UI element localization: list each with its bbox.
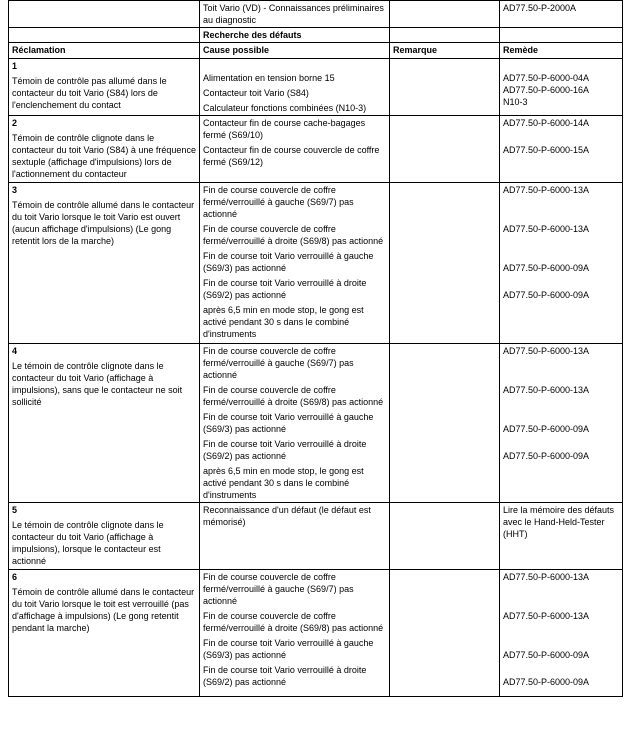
intro-remark-cell <box>390 1 500 28</box>
section-title-row <box>9 28 623 43</box>
complaint-text: Témoin de contrôle pas allumé dans le contacteur du toit Vario (S84) lors de l'enclenchement du contact <box>12 76 167 110</box>
remark-cell <box>390 59 500 116</box>
remedy-item: AD77.50-P-6000-13A <box>503 611 590 621</box>
remedy-cell <box>500 503 623 570</box>
cause-item: Fin de course toit Vario verrouillé à droite (S69/2) pas actionné <box>203 665 367 687</box>
header-remedy: Remède <box>500 43 623 59</box>
remedy-cell <box>500 570 623 697</box>
cause-item: Fin de course toit Vario verrouillé à gauche (S69/3) pas actionné <box>203 638 374 660</box>
cause-cell <box>200 183 390 344</box>
complaint-text: Témoin de contrôle clignote dans le contacteur du toit Vario (S84) à une fréquence sextuple (affichage d'impulsions) lors de l'actionnement du contacteur <box>12 133 196 179</box>
remedy-item: AD77.50-P-6000-13A <box>503 385 590 395</box>
table-row <box>9 503 623 570</box>
intro-remedy: AD77.50-P-2000A <box>500 1 623 28</box>
remark-cell <box>390 116 500 183</box>
cause-item: Calculateur fonctions combinées (N10-3) <box>203 103 367 113</box>
cause-item: Fin de course toit Vario verrouillé à droite (S69/2) pas actionné <box>203 278 367 300</box>
header-remark: Remarque <box>390 43 500 59</box>
remedy-item: AD77.50-P-6000-09A <box>503 451 590 461</box>
section-remark-cell <box>390 28 500 43</box>
cause-item: Contacteur fin de course cache-bagages fermé (S69/10) <box>203 118 366 140</box>
complaint-cell <box>9 503 200 570</box>
table-row <box>9 183 623 344</box>
cause-item: Fin de course toit Vario verrouillé à droite (S69/2) pas actionné <box>203 439 367 461</box>
complaint-cell <box>9 59 200 116</box>
remedy-item: AD77.50-P-6000-04A <box>503 73 590 83</box>
section-empty-cell <box>9 28 200 43</box>
complaint-cell <box>9 570 200 697</box>
remark-cell <box>390 570 500 697</box>
complaint-text: Témoin de contrôle allumé dans le contacteur du toit Vario lorsque le toit est verrouillé (pas d'affichage à impulsions) (Le gong retentit pendant la marche) <box>12 587 195 633</box>
remedy-cell <box>500 59 623 116</box>
cause-item: après 6,5 min en mode stop, le gong est activé pendant 30 s dans le combiné d'instruments <box>203 466 364 500</box>
row-number: 1 <box>12 61 18 71</box>
cause-item: Fin de course couvercle de coffre fermé/verrouillé à droite (S69/8) pas actionné <box>203 385 384 407</box>
remedy-item: AD77.50-P-6000-13A <box>503 572 590 582</box>
cause-item: Fin de course toit Vario verrouillé à gauche (S69/3) pas actionné <box>203 412 374 434</box>
header-cause: Cause possible <box>200 43 390 59</box>
complaint-text: Témoin de contrôle allumé dans le contacteur du toit Vario lorsque le toit Vario est ouvert (aucun affichage d'impulsions) (Le gong retentit lors de la marche) <box>12 200 195 246</box>
complaint-text: Le témoin de contrôle clignote dans le contacteur du toit Vario (affichage à impulsions), lorsque le contacteur est actionné <box>12 520 164 566</box>
header-row <box>9 43 623 59</box>
cause-item: Reconnaissance d'un défaut (le défaut est mémorisé) <box>203 505 371 527</box>
remedy-item: AD77.50-P-6000-09A <box>503 424 590 434</box>
cause-cell <box>200 59 390 116</box>
cause-cell <box>200 503 390 570</box>
remedy-cell <box>500 344 623 503</box>
complaint-cell <box>9 344 200 503</box>
cause-item: Contacteur toit Vario (S84) <box>203 88 309 98</box>
table-row <box>9 116 623 183</box>
section-title: Recherche des défauts <box>200 28 390 43</box>
remedy-item: AD77.50-P-6000-09A <box>503 263 590 273</box>
table-row <box>9 570 623 697</box>
row-number: 4 <box>12 346 18 356</box>
row-number: 3 <box>12 185 18 195</box>
remark-cell <box>390 183 500 344</box>
cause-item: Fin de course couvercle de coffre fermé/verrouillé à gauche (S69/7) pas actionné <box>203 572 354 606</box>
row-number: 6 <box>12 572 18 582</box>
remark-cell <box>390 503 500 570</box>
remedy-item: AD77.50-P-6000-16A <box>503 85 590 95</box>
complaint-text: Le témoin de contrôle clignote dans le contacteur du toit Vario (affichage à impulsions), sans que le contacteur ne soit sollicité <box>12 361 183 407</box>
intro-empty-cell <box>9 1 200 28</box>
row-number: 5 <box>12 505 18 515</box>
cause-cell <box>200 570 390 697</box>
cause-item: après 6,5 min en mode stop, le gong est activé pendant 30 s dans le combiné d'instruments <box>203 305 364 339</box>
cause-item: Fin de course toit Vario verrouillé à gauche (S69/3) pas actionné <box>203 251 374 273</box>
intro-cause: Toit Vario (VD) - Connaissances préliminaires au diagnostic <box>200 1 390 28</box>
remedy-item: AD77.50-P-6000-09A <box>503 677 590 687</box>
cause-item: Fin de course couvercle de coffre fermé/verrouillé à gauche (S69/7) pas actionné <box>203 185 354 219</box>
remedy-cell <box>500 183 623 344</box>
remedy-item: AD77.50-P-6000-13A <box>503 185 590 195</box>
section-remedy-cell <box>500 28 623 43</box>
remedy-item: AD77.50-P-6000-09A <box>503 650 590 660</box>
remedy-item: AD77.50-P-6000-15A <box>503 145 590 155</box>
table-row <box>9 344 623 503</box>
remedy-item: AD77.50-P-6000-14A <box>503 118 590 128</box>
header-complaint: Réclamation <box>9 43 200 59</box>
remedy-cell <box>500 116 623 183</box>
intro-row <box>9 1 623 28</box>
cause-item: Contacteur fin de course couvercle de coffre fermé (S69/12) <box>203 145 380 167</box>
diagnosis-table <box>8 0 623 697</box>
cause-item: Alimentation en tension borne 15 <box>203 73 335 83</box>
table-row <box>9 59 623 116</box>
complaint-cell <box>9 183 200 344</box>
remedy-item: N10-3 <box>503 97 528 107</box>
remedy-item: AD77.50-P-6000-13A <box>503 346 590 356</box>
remedy-item: AD77.50-P-6000-09A <box>503 290 590 300</box>
remedy-item: Lire la mémoire des défauts avec le Hand-Held-Tester (HHT) <box>503 505 615 539</box>
cause-item: Fin de course couvercle de coffre fermé/verrouillé à droite (S69/8) pas actionné <box>203 224 384 246</box>
cause-cell <box>200 116 390 183</box>
remark-cell <box>390 344 500 503</box>
cause-item: Fin de course couvercle de coffre fermé/verrouillé à droite (S69/8) pas actionné <box>203 611 384 633</box>
cause-item: Fin de course couvercle de coffre fermé/verrouillé à gauche (S69/7) pas actionné <box>203 346 354 380</box>
remedy-item: AD77.50-P-6000-13A <box>503 224 590 234</box>
complaint-cell <box>9 116 200 183</box>
cause-cell <box>200 344 390 503</box>
row-number: 2 <box>12 118 18 128</box>
